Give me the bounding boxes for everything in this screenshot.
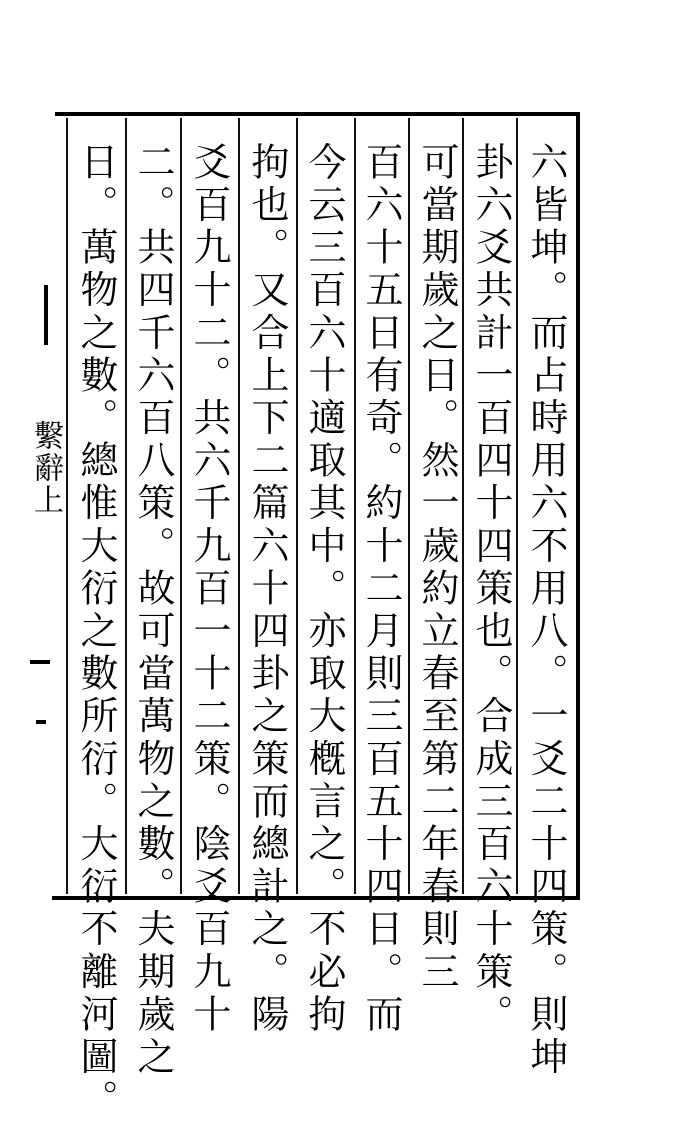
text-column-4: 百六十五日有奇。約十二月則三百五十四日。而	[359, 142, 403, 1037]
frame-top-border	[55, 112, 580, 116]
text-column-9: 日。萬物之數。總惟大衍之數所衍。大衍不離河圖。	[74, 142, 118, 1122]
text-column-8: 二。共四千六百八策。故可當萬物之數。夫期歲之	[131, 142, 175, 1080]
column-rule	[66, 118, 68, 894]
column-rule	[180, 118, 182, 894]
text-column-6: 拘也。又合上下二篇六十四卦之策而總計之。陽	[245, 142, 289, 1037]
text-column-7: 爻百九十二。共六千九百一十二策。陰爻百九十	[187, 142, 231, 1037]
text-column-2: 卦六爻共計一百四十四策也。合成三百六十策。	[469, 142, 513, 1037]
text-column-5: 今云三百六十適取其中。亦取大槪言之。不必拘	[302, 142, 346, 1037]
text-column-1: 六皆坤。而占時用六不用八。一爻二十四策。則坤	[524, 142, 568, 1080]
column-rule	[125, 118, 127, 894]
margin-chapter-label: 繫辭上	[28, 420, 63, 516]
text-column-3: 可當期歲之日。然一歲約立春至第二年春則三	[415, 142, 459, 994]
margin-mark	[30, 660, 50, 664]
column-rule	[516, 118, 518, 894]
column-rule	[238, 118, 240, 894]
column-rule	[354, 118, 356, 894]
column-rule	[462, 118, 464, 894]
frame-right-border	[576, 112, 580, 900]
column-rule	[408, 118, 410, 894]
column-rule	[296, 118, 298, 894]
fish-tail-mark	[44, 285, 48, 345]
margin-mark	[36, 720, 46, 724]
